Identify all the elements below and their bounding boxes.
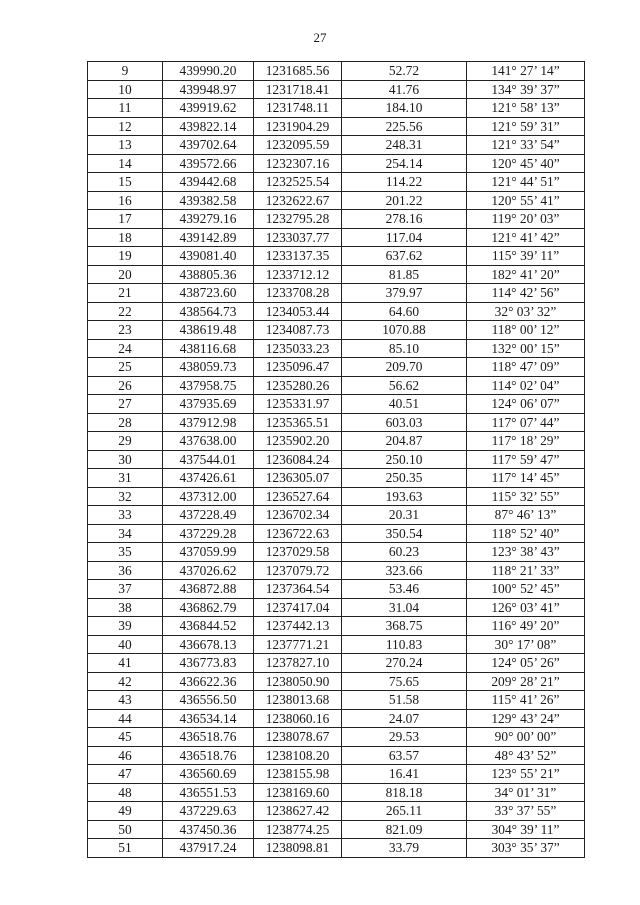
point-number-cell: 22 xyxy=(88,302,163,321)
distance-cell: 60.23 xyxy=(342,543,467,562)
distance-cell: 184.10 xyxy=(342,99,467,118)
y-coordinate-cell: 1235365.51 xyxy=(254,413,342,432)
y-coordinate-cell: 1237771.21 xyxy=(254,635,342,654)
y-coordinate-cell: 1232095.59 xyxy=(254,136,342,155)
direction-angle-cell: 100° 52’ 45” xyxy=(467,580,585,599)
table-row xyxy=(88,432,585,451)
direction-angle-cell: 30° 17’ 08” xyxy=(467,635,585,654)
direction-angle-cell: 120° 55’ 41” xyxy=(467,191,585,210)
direction-angle-cell: 119° 20’ 03” xyxy=(467,210,585,229)
distance-cell: 818.18 xyxy=(342,783,467,802)
table-row xyxy=(88,302,585,321)
y-coordinate-cell: 1232622.67 xyxy=(254,191,342,210)
y-coordinate-cell: 1236527.64 xyxy=(254,487,342,506)
x-coordinate-cell: 438723.60 xyxy=(163,284,254,303)
direction-angle-cell: 114° 42’ 56” xyxy=(467,284,585,303)
y-coordinate-cell: 1234053.44 xyxy=(254,302,342,321)
direction-angle-cell: 124° 05’ 26” xyxy=(467,654,585,673)
y-coordinate-cell: 1238169.60 xyxy=(254,783,342,802)
point-number-cell: 40 xyxy=(88,635,163,654)
x-coordinate-cell: 439919.62 xyxy=(163,99,254,118)
point-number-cell: 11 xyxy=(88,99,163,118)
table-row xyxy=(88,80,585,99)
distance-cell: 248.31 xyxy=(342,136,467,155)
y-coordinate-cell: 1238627.42 xyxy=(254,802,342,821)
x-coordinate-cell: 438564.73 xyxy=(163,302,254,321)
point-number-cell: 43 xyxy=(88,691,163,710)
direction-angle-cell: 118° 52’ 40” xyxy=(467,524,585,543)
x-coordinate-cell: 436534.14 xyxy=(163,709,254,728)
direction-angle-cell: 87° 46’ 13” xyxy=(467,506,585,525)
distance-cell: 16.41 xyxy=(342,765,467,784)
x-coordinate-cell: 437638.00 xyxy=(163,432,254,451)
table-row xyxy=(88,617,585,636)
x-coordinate-cell: 437958.75 xyxy=(163,376,254,395)
point-number-cell: 36 xyxy=(88,561,163,580)
table-row xyxy=(88,765,585,784)
x-coordinate-cell: 438619.48 xyxy=(163,321,254,340)
point-number-cell: 42 xyxy=(88,672,163,691)
point-number-cell: 39 xyxy=(88,617,163,636)
x-coordinate-cell: 436551.53 xyxy=(163,783,254,802)
point-number-cell: 18 xyxy=(88,228,163,247)
direction-angle-cell: 303° 35’ 37” xyxy=(467,839,585,858)
table-row xyxy=(88,247,585,266)
direction-angle-cell: 115° 39’ 11” xyxy=(467,247,585,266)
table-row xyxy=(88,524,585,543)
distance-cell: 204.87 xyxy=(342,432,467,451)
table-row xyxy=(88,728,585,747)
distance-cell: 41.76 xyxy=(342,80,467,99)
x-coordinate-cell: 436518.76 xyxy=(163,728,254,747)
point-number-cell: 49 xyxy=(88,802,163,821)
distance-cell: 29.53 xyxy=(342,728,467,747)
direction-angle-cell: 118° 21’ 33” xyxy=(467,561,585,580)
direction-angle-cell: 304° 39’ 11” xyxy=(467,820,585,839)
table-row xyxy=(88,746,585,765)
point-number-cell: 23 xyxy=(88,321,163,340)
y-coordinate-cell: 1236722.63 xyxy=(254,524,342,543)
table-row xyxy=(88,395,585,414)
table-row xyxy=(88,117,585,136)
y-coordinate-cell: 1235033.23 xyxy=(254,339,342,358)
x-coordinate-cell: 437312.00 xyxy=(163,487,254,506)
x-coordinate-cell: 439442.68 xyxy=(163,173,254,192)
point-number-cell: 29 xyxy=(88,432,163,451)
table-row xyxy=(88,672,585,691)
point-number-cell: 51 xyxy=(88,839,163,858)
y-coordinate-cell: 1238078.67 xyxy=(254,728,342,747)
x-coordinate-cell: 438116.68 xyxy=(163,339,254,358)
y-coordinate-cell: 1234087.73 xyxy=(254,321,342,340)
point-number-cell: 14 xyxy=(88,154,163,173)
point-number-cell: 30 xyxy=(88,450,163,469)
distance-cell: 323.66 xyxy=(342,561,467,580)
x-coordinate-cell: 437426.61 xyxy=(163,469,254,488)
table-row xyxy=(88,284,585,303)
y-coordinate-cell: 1237827.10 xyxy=(254,654,342,673)
direction-angle-cell: 90° 00’ 00” xyxy=(467,728,585,747)
x-coordinate-cell: 437229.63 xyxy=(163,802,254,821)
point-number-cell: 46 xyxy=(88,746,163,765)
y-coordinate-cell: 1238013.68 xyxy=(254,691,342,710)
distance-cell: 114.22 xyxy=(342,173,467,192)
distance-cell: 85.10 xyxy=(342,339,467,358)
distance-cell: 20.31 xyxy=(342,506,467,525)
table-row xyxy=(88,210,585,229)
table-row xyxy=(88,136,585,155)
table-row xyxy=(88,487,585,506)
distance-cell: 51.58 xyxy=(342,691,467,710)
distance-cell: 40.51 xyxy=(342,395,467,414)
direction-angle-cell: 121° 41’ 42” xyxy=(467,228,585,247)
x-coordinate-cell: 436518.76 xyxy=(163,746,254,765)
table-row xyxy=(88,709,585,728)
table-row xyxy=(88,802,585,821)
y-coordinate-cell: 1237417.04 xyxy=(254,598,342,617)
distance-cell: 250.10 xyxy=(342,450,467,469)
x-coordinate-cell: 436556.50 xyxy=(163,691,254,710)
x-coordinate-cell: 437935.69 xyxy=(163,395,254,414)
table-row xyxy=(88,598,585,617)
y-coordinate-cell: 1235331.97 xyxy=(254,395,342,414)
direction-angle-cell: 115° 41’ 26” xyxy=(467,691,585,710)
direction-angle-cell: 124° 06’ 07” xyxy=(467,395,585,414)
direction-angle-cell: 121° 59’ 31” xyxy=(467,117,585,136)
table-row xyxy=(88,99,585,118)
y-coordinate-cell: 1238155.98 xyxy=(254,765,342,784)
table-row xyxy=(88,339,585,358)
point-number-cell: 12 xyxy=(88,117,163,136)
y-coordinate-cell: 1237364.54 xyxy=(254,580,342,599)
table-row xyxy=(88,358,585,377)
point-number-cell: 25 xyxy=(88,358,163,377)
distance-cell: 193.63 xyxy=(342,487,467,506)
table-row xyxy=(88,376,585,395)
table-row xyxy=(88,154,585,173)
table-row xyxy=(88,820,585,839)
y-coordinate-cell: 1235096.47 xyxy=(254,358,342,377)
direction-angle-cell: 34° 01’ 31” xyxy=(467,783,585,802)
direction-angle-cell: 141° 27’ 14” xyxy=(467,62,585,81)
direction-angle-cell: 118° 47’ 09” xyxy=(467,358,585,377)
direction-angle-cell: 33° 37’ 55” xyxy=(467,802,585,821)
x-coordinate-cell: 437228.49 xyxy=(163,506,254,525)
table-row xyxy=(88,654,585,673)
direction-angle-cell: 121° 33’ 54” xyxy=(467,136,585,155)
y-coordinate-cell: 1232307.16 xyxy=(254,154,342,173)
y-coordinate-cell: 1233137.35 xyxy=(254,247,342,266)
x-coordinate-cell: 438059.73 xyxy=(163,358,254,377)
point-number-cell: 9 xyxy=(88,62,163,81)
y-coordinate-cell: 1238774.25 xyxy=(254,820,342,839)
distance-cell: 1070.88 xyxy=(342,321,467,340)
y-coordinate-cell: 1238108.20 xyxy=(254,746,342,765)
point-number-cell: 21 xyxy=(88,284,163,303)
point-number-cell: 19 xyxy=(88,247,163,266)
x-coordinate-cell: 438805.36 xyxy=(163,265,254,284)
direction-angle-cell: 120° 45’ 40” xyxy=(467,154,585,173)
y-coordinate-cell: 1231685.56 xyxy=(254,62,342,81)
direction-angle-cell: 209° 28’ 21” xyxy=(467,672,585,691)
point-number-cell: 13 xyxy=(88,136,163,155)
x-coordinate-cell: 436560.69 xyxy=(163,765,254,784)
x-coordinate-cell: 439382.58 xyxy=(163,191,254,210)
y-coordinate-cell: 1235280.26 xyxy=(254,376,342,395)
y-coordinate-cell: 1236702.34 xyxy=(254,506,342,525)
direction-angle-cell: 123° 38’ 43” xyxy=(467,543,585,562)
table-row xyxy=(88,635,585,654)
distance-cell: 637.62 xyxy=(342,247,467,266)
point-number-cell: 26 xyxy=(88,376,163,395)
x-coordinate-cell: 439702.64 xyxy=(163,136,254,155)
point-number-cell: 20 xyxy=(88,265,163,284)
table-row xyxy=(88,413,585,432)
table-row xyxy=(88,561,585,580)
distance-cell: 254.14 xyxy=(342,154,467,173)
point-number-cell: 47 xyxy=(88,765,163,784)
table-row xyxy=(88,580,585,599)
point-number-cell: 17 xyxy=(88,210,163,229)
x-coordinate-cell: 439948.97 xyxy=(163,80,254,99)
table-row xyxy=(88,783,585,802)
direction-angle-cell: 116° 49’ 20” xyxy=(467,617,585,636)
y-coordinate-cell: 1231904.29 xyxy=(254,117,342,136)
distance-cell: 350.54 xyxy=(342,524,467,543)
point-number-cell: 44 xyxy=(88,709,163,728)
table-row xyxy=(88,506,585,525)
point-number-cell: 38 xyxy=(88,598,163,617)
table-row xyxy=(88,691,585,710)
distance-cell: 81.85 xyxy=(342,265,467,284)
table-row xyxy=(88,543,585,562)
direction-angle-cell: 132° 00’ 15” xyxy=(467,339,585,358)
direction-angle-cell: 121° 58’ 13” xyxy=(467,99,585,118)
point-number-cell: 50 xyxy=(88,820,163,839)
distance-cell: 270.24 xyxy=(342,654,467,673)
direction-angle-cell: 117° 59’ 47” xyxy=(467,450,585,469)
distance-cell: 110.83 xyxy=(342,635,467,654)
point-number-cell: 34 xyxy=(88,524,163,543)
distance-cell: 63.57 xyxy=(342,746,467,765)
x-coordinate-cell: 437544.01 xyxy=(163,450,254,469)
table-row xyxy=(88,173,585,192)
point-number-cell: 15 xyxy=(88,173,163,192)
x-coordinate-cell: 437026.62 xyxy=(163,561,254,580)
point-number-cell: 10 xyxy=(88,80,163,99)
y-coordinate-cell: 1238098.81 xyxy=(254,839,342,858)
direction-angle-cell: 117° 18’ 29” xyxy=(467,432,585,451)
distance-cell: 368.75 xyxy=(342,617,467,636)
distance-cell: 821.09 xyxy=(342,820,467,839)
point-number-cell: 48 xyxy=(88,783,163,802)
y-coordinate-cell: 1231718.41 xyxy=(254,80,342,99)
table-row xyxy=(88,450,585,469)
x-coordinate-cell: 436844.52 xyxy=(163,617,254,636)
point-number-cell: 35 xyxy=(88,543,163,562)
y-coordinate-cell: 1236305.07 xyxy=(254,469,342,488)
x-coordinate-cell: 436622.36 xyxy=(163,672,254,691)
point-number-cell: 41 xyxy=(88,654,163,673)
y-coordinate-cell: 1238060.16 xyxy=(254,709,342,728)
point-number-cell: 32 xyxy=(88,487,163,506)
x-coordinate-cell: 437450.36 xyxy=(163,820,254,839)
direction-angle-cell: 182° 41’ 20” xyxy=(467,265,585,284)
table-row xyxy=(88,228,585,247)
y-coordinate-cell: 1233708.28 xyxy=(254,284,342,303)
direction-angle-cell: 129° 43’ 24” xyxy=(467,709,585,728)
direction-angle-cell: 32° 03’ 32” xyxy=(467,302,585,321)
direction-angle-cell: 134° 39’ 37” xyxy=(467,80,585,99)
distance-cell: 64.60 xyxy=(342,302,467,321)
y-coordinate-cell: 1232795.28 xyxy=(254,210,342,229)
x-coordinate-cell: 439279.16 xyxy=(163,210,254,229)
table-row xyxy=(88,265,585,284)
point-number-cell: 31 xyxy=(88,469,163,488)
direction-angle-cell: 115° 32’ 55” xyxy=(467,487,585,506)
coordinates-table xyxy=(87,61,585,858)
y-coordinate-cell: 1232525.54 xyxy=(254,173,342,192)
distance-cell: 31.04 xyxy=(342,598,467,617)
direction-angle-cell: 117° 07’ 44” xyxy=(467,413,585,432)
distance-cell: 209.70 xyxy=(342,358,467,377)
distance-cell: 117.04 xyxy=(342,228,467,247)
x-coordinate-cell: 439990.20 xyxy=(163,62,254,81)
direction-angle-cell: 121° 44’ 51” xyxy=(467,173,585,192)
y-coordinate-cell: 1237079.72 xyxy=(254,561,342,580)
distance-cell: 265.11 xyxy=(342,802,467,821)
distance-cell: 225.56 xyxy=(342,117,467,136)
table-row xyxy=(88,469,585,488)
table-row xyxy=(88,191,585,210)
distance-cell: 75.65 xyxy=(342,672,467,691)
direction-angle-cell: 118° 00’ 12” xyxy=(467,321,585,340)
x-coordinate-cell: 437059.99 xyxy=(163,543,254,562)
x-coordinate-cell: 436773.83 xyxy=(163,654,254,673)
point-number-cell: 27 xyxy=(88,395,163,414)
x-coordinate-cell: 437917.24 xyxy=(163,839,254,858)
distance-cell: 278.16 xyxy=(342,210,467,229)
x-coordinate-cell: 439822.14 xyxy=(163,117,254,136)
x-coordinate-cell: 436872.88 xyxy=(163,580,254,599)
direction-angle-cell: 48° 43’ 52” xyxy=(467,746,585,765)
table-row xyxy=(88,62,585,81)
distance-cell: 56.62 xyxy=(342,376,467,395)
distance-cell: 33.79 xyxy=(342,839,467,858)
y-coordinate-cell: 1238050.90 xyxy=(254,672,342,691)
distance-cell: 52.72 xyxy=(342,62,467,81)
y-coordinate-cell: 1233712.12 xyxy=(254,265,342,284)
y-coordinate-cell: 1237029.58 xyxy=(254,543,342,562)
table-row xyxy=(88,321,585,340)
distance-cell: 379.97 xyxy=(342,284,467,303)
distance-cell: 53.46 xyxy=(342,580,467,599)
coordinates-table-body xyxy=(88,62,585,858)
point-number-cell: 33 xyxy=(88,506,163,525)
direction-angle-cell: 126° 03’ 41” xyxy=(467,598,585,617)
x-coordinate-cell: 439572.66 xyxy=(163,154,254,173)
direction-angle-cell: 117° 14’ 45” xyxy=(467,469,585,488)
x-coordinate-cell: 437229.28 xyxy=(163,524,254,543)
x-coordinate-cell: 439142.89 xyxy=(163,228,254,247)
table-row xyxy=(88,839,585,858)
distance-cell: 250.35 xyxy=(342,469,467,488)
point-number-cell: 16 xyxy=(88,191,163,210)
y-coordinate-cell: 1231748.11 xyxy=(254,99,342,118)
point-number-cell: 24 xyxy=(88,339,163,358)
y-coordinate-cell: 1236084.24 xyxy=(254,450,342,469)
distance-cell: 603.03 xyxy=(342,413,467,432)
direction-angle-cell: 114° 02’ 04” xyxy=(467,376,585,395)
point-number-cell: 45 xyxy=(88,728,163,747)
direction-angle-cell: 123° 55’ 21” xyxy=(467,765,585,784)
page-number: 27 xyxy=(313,30,327,45)
distance-cell: 201.22 xyxy=(342,191,467,210)
x-coordinate-cell: 439081.40 xyxy=(163,247,254,266)
y-coordinate-cell: 1235902.20 xyxy=(254,432,342,451)
y-coordinate-cell: 1237442.13 xyxy=(254,617,342,636)
x-coordinate-cell: 436862.79 xyxy=(163,598,254,617)
point-number-cell: 37 xyxy=(88,580,163,599)
x-coordinate-cell: 436678.13 xyxy=(163,635,254,654)
point-number-cell: 28 xyxy=(88,413,163,432)
y-coordinate-cell: 1233037.77 xyxy=(254,228,342,247)
distance-cell: 24.07 xyxy=(342,709,467,728)
x-coordinate-cell: 437912.98 xyxy=(163,413,254,432)
